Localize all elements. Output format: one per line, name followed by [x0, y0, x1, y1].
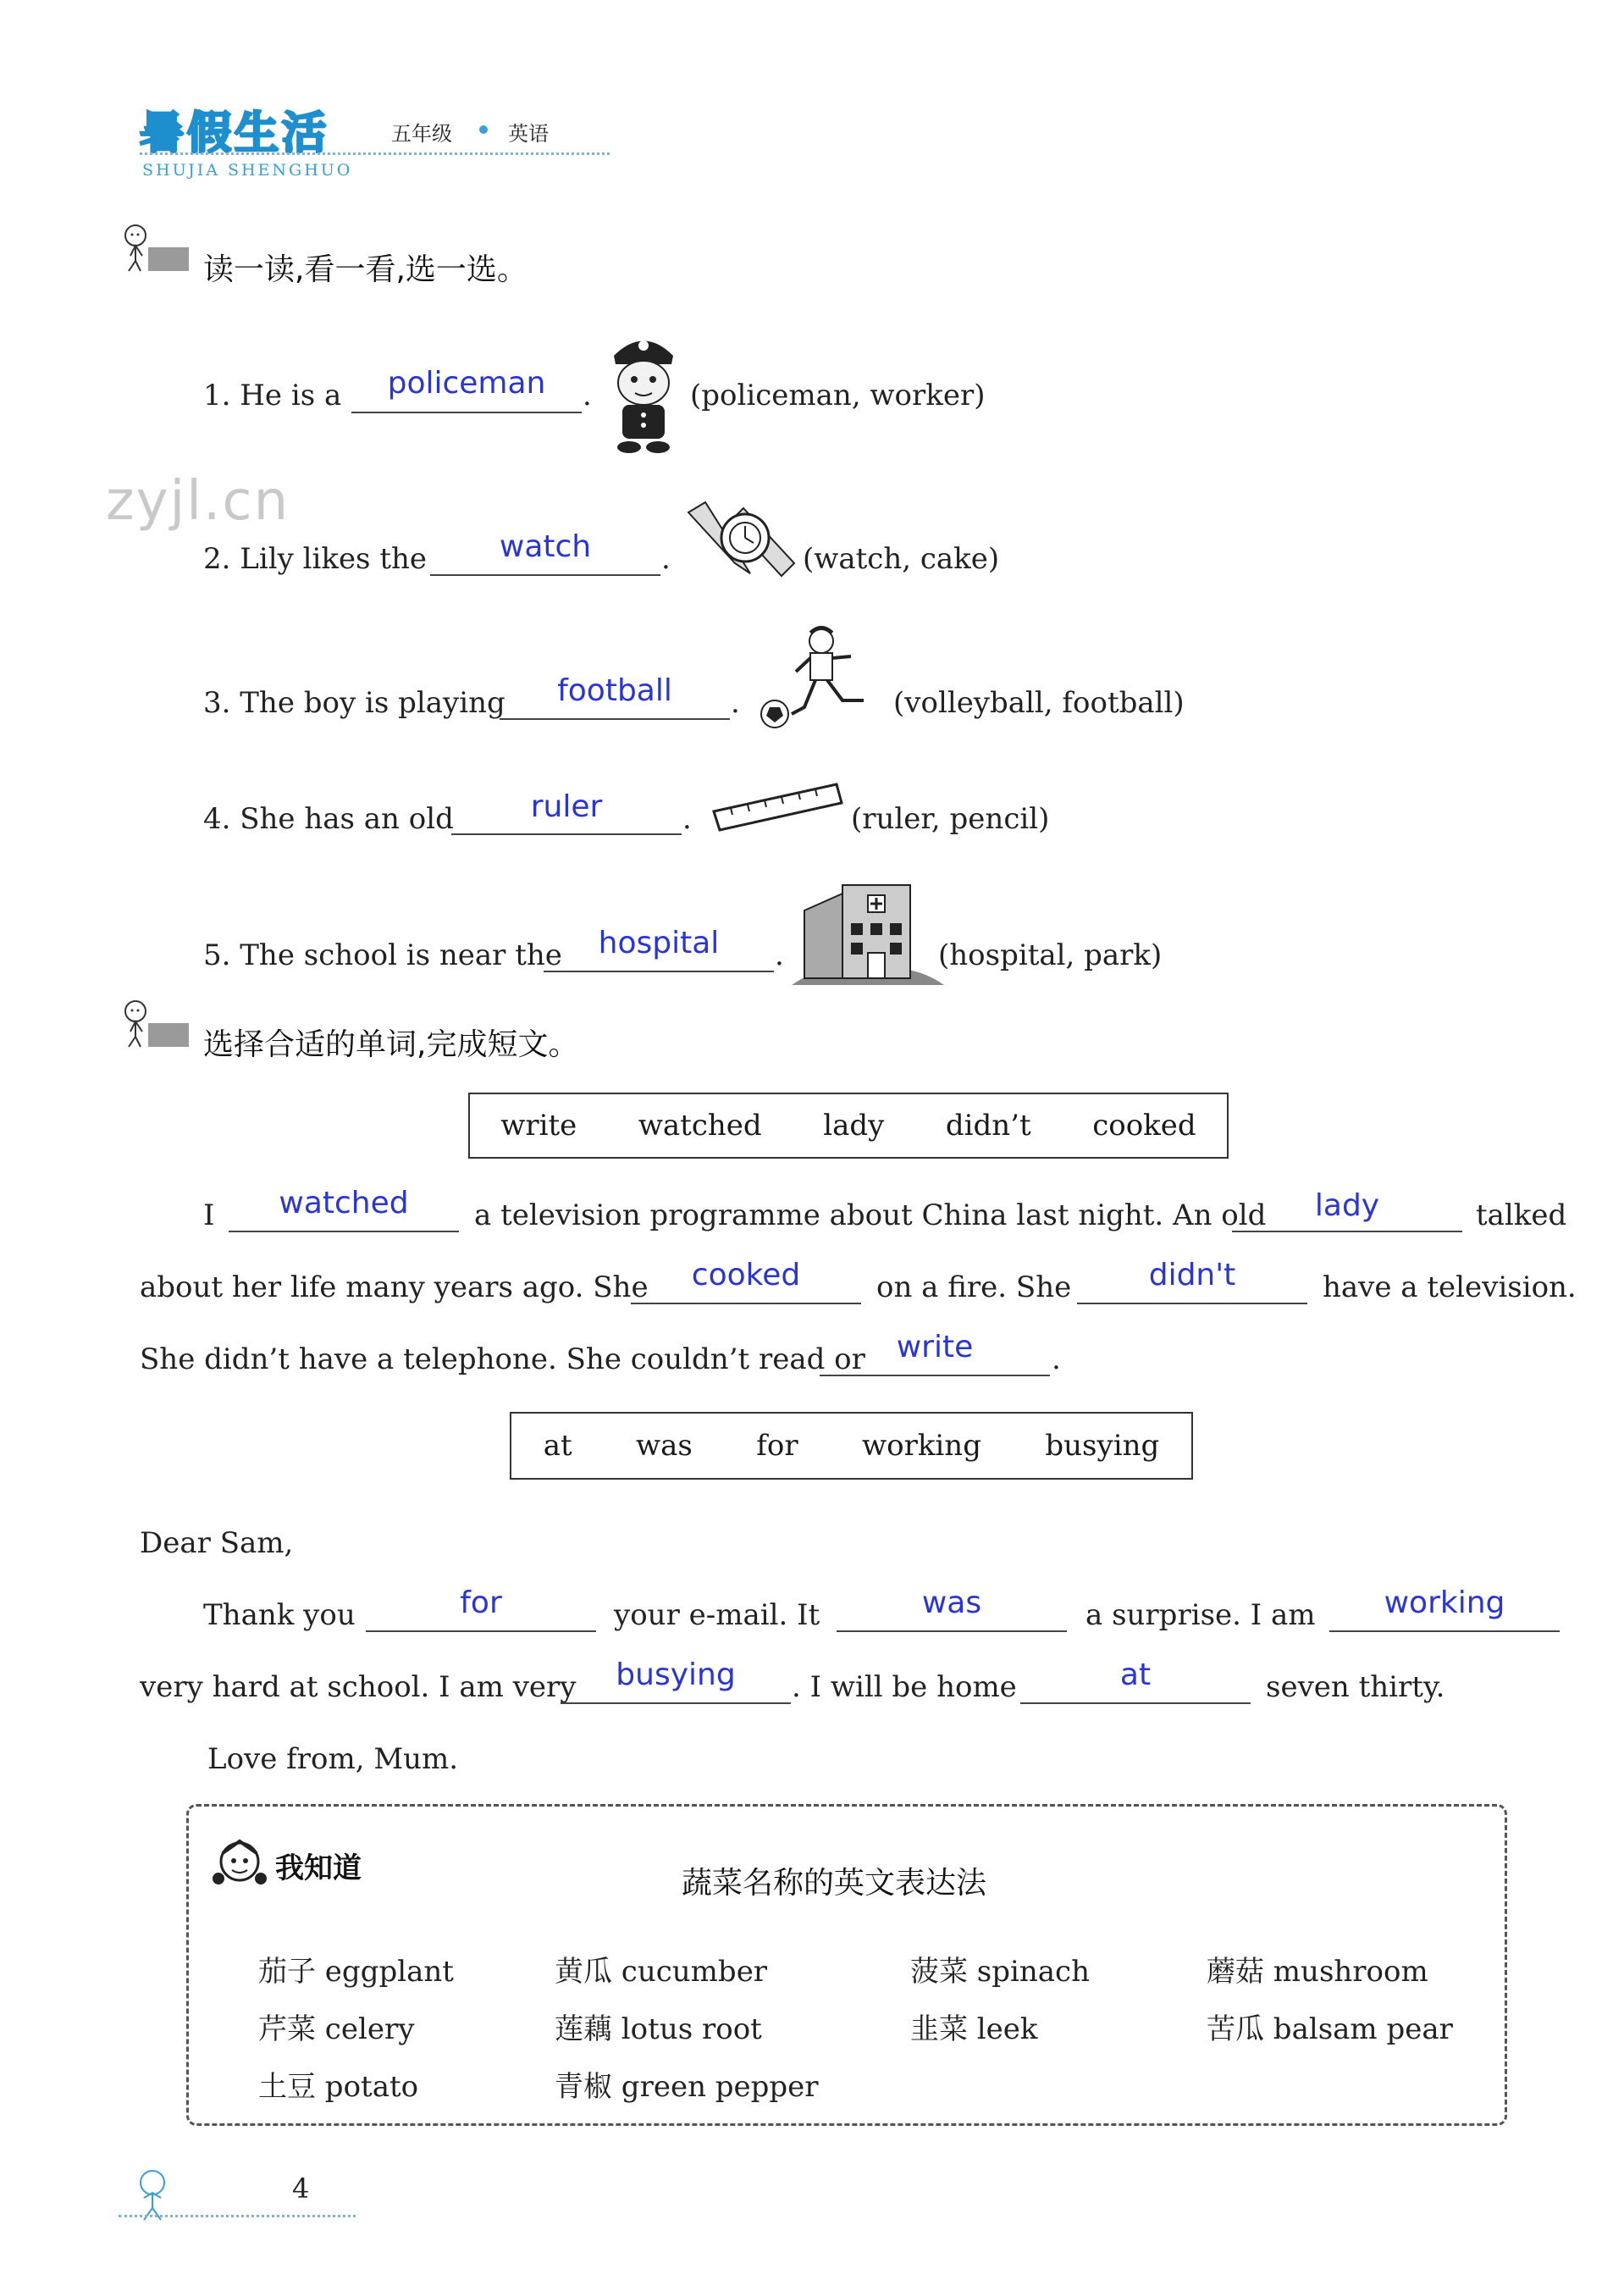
q4-options: (ruler, pencil) — [851, 802, 1050, 836]
p1-blank-2[interactable] — [1232, 1231, 1462, 1232]
word-option: was — [636, 1429, 693, 1463]
word-option: for — [756, 1429, 798, 1463]
letter-blank-4[interactable] — [561, 1702, 791, 1704]
word-box-1 — [468, 1093, 1229, 1159]
q5-blank[interactable] — [544, 971, 774, 972]
i-know-label: 我知道 — [275, 1851, 362, 1885]
letter-line2-b: . I will be home — [792, 1670, 1017, 1704]
word-option: didn’t — [945, 1109, 1031, 1143]
word-option: watched — [638, 1109, 762, 1143]
q1-answer: policeman — [387, 366, 546, 401]
word-box-2 — [510, 1412, 1193, 1480]
q1-period: . — [583, 379, 592, 412]
q1-prefix: 1. He is a — [203, 379, 342, 412]
q5-period: . — [775, 938, 784, 972]
letter-blank-2[interactable] — [837, 1630, 1067, 1632]
q5-answer: hospital — [598, 926, 720, 960]
veg-item: 芹菜 celery — [258, 2012, 415, 2046]
veg-item: 土豆 potato — [258, 2070, 419, 2104]
p1-blank-4[interactable] — [1077, 1303, 1307, 1304]
letter-answer-3: working — [1384, 1586, 1505, 1620]
p1-answer-5: write — [896, 1330, 974, 1364]
header-divider — [140, 152, 610, 155]
letter-closing: Love from, Mum. — [207, 1742, 459, 1776]
veg-item: 苦瓜 balsam pear — [1207, 2012, 1453, 2046]
p1-line2-b: on a fire. She — [876, 1270, 1072, 1304]
q1-options: (policeman, worker) — [690, 379, 986, 412]
q4-blank[interactable] — [451, 833, 682, 835]
q4-answer: ruler — [530, 789, 603, 824]
p1-answer-4: didn't — [1148, 1258, 1236, 1292]
i-know-title: 蔬菜名称的英文表达法 — [682, 1866, 987, 1901]
p1-blank-1[interactable] — [229, 1231, 459, 1232]
letter-answer-4: busying — [616, 1657, 736, 1692]
subject-label: 英语 — [508, 122, 549, 146]
grade-label: 五年级 — [391, 122, 452, 146]
policeman-icon — [597, 322, 690, 457]
q5-prefix: 5. The school is near the — [203, 938, 562, 972]
watermark: zyjl.cn — [106, 470, 290, 533]
q3-blank[interactable] — [500, 718, 730, 720]
p1-line2-a: about her life many years ago. She — [140, 1270, 649, 1304]
veg-item: 蘑菇 mushroom — [1207, 1955, 1428, 1989]
letter-line1-b: your e-mail. It — [614, 1598, 820, 1632]
football-player-icon — [758, 623, 885, 733]
q3-period: . — [731, 686, 740, 720]
word-option: busying — [1045, 1429, 1160, 1463]
p1-blank-5[interactable] — [820, 1375, 1050, 1376]
letter-blank-3[interactable] — [1329, 1630, 1560, 1632]
p1-answer-3: cooked — [691, 1258, 801, 1292]
book-logo: 暑假生活 — [140, 108, 330, 159]
letter-blank-1[interactable] — [366, 1630, 596, 1632]
book-logo-pinyin: SHUJIA SHENGHUO — [142, 161, 353, 180]
word-option: at — [543, 1429, 572, 1463]
letter-line2-c: seven thirty. — [1266, 1670, 1445, 1704]
p1-line3-a: She didn’t have a telephone. She couldn’t read or — [140, 1342, 865, 1376]
p1-line3-b: . — [1052, 1342, 1061, 1376]
letter-line2-a: very hard at school. I am very — [140, 1670, 577, 1704]
p1-line1-a: I — [203, 1198, 215, 1232]
letter-greeting: Dear Sam, — [140, 1526, 294, 1560]
veg-item: 菠菜 spinach — [910, 1955, 1091, 1989]
p1-answer-1: watched — [279, 1186, 409, 1220]
p1-line1-b: a television programme about China last night. An old — [474, 1198, 1267, 1232]
letter-answer-2: was — [921, 1586, 982, 1620]
q2-options: (watch, cake) — [803, 542, 1000, 576]
q3-options: (volleyball, football) — [893, 686, 1185, 720]
word-option: cooked — [1092, 1109, 1196, 1143]
ruler-icon — [710, 778, 845, 837]
word-option: write — [500, 1109, 577, 1143]
letter-line1-c: a surprise. I am — [1085, 1598, 1316, 1632]
section2-title: 选择合适的单词,完成短文。 — [203, 1027, 579, 1062]
letter-answer-1: for — [460, 1586, 502, 1620]
q1-blank[interactable] — [351, 412, 582, 413]
q2-period: . — [661, 542, 671, 576]
p1-line2-c: have a television. — [1323, 1270, 1577, 1304]
p1-line1-c: talked — [1476, 1198, 1567, 1232]
p1-blank-3[interactable] — [631, 1303, 861, 1304]
section-boy-icon — [110, 222, 191, 273]
veg-item: 黄瓜 cucumber — [555, 1955, 768, 1989]
section1-title: 读一读,看一看,选一选。 — [203, 252, 528, 287]
q3-prefix: 3. The boy is playing — [203, 686, 505, 720]
word-option: working — [862, 1429, 981, 1463]
cartoon-kid-icon — [210, 1838, 269, 1892]
q2-blank[interactable] — [430, 574, 660, 576]
veg-item: 茄子 eggplant — [258, 1955, 454, 1989]
footer-divider — [119, 2215, 356, 2217]
q2-prefix: 2. Lily likes the — [203, 542, 427, 576]
hospital-icon — [792, 877, 944, 987]
page-number: 4 — [292, 2172, 310, 2205]
p1-answer-2: lady — [1314, 1188, 1380, 1223]
letter-blank-5[interactable] — [1020, 1702, 1251, 1704]
veg-item: 韭菜 leek — [910, 2012, 1038, 2046]
header-dot — [479, 125, 488, 134]
section2-boy-icon — [110, 998, 191, 1049]
word-option: lady — [823, 1109, 885, 1143]
veg-item: 莲藕 lotus root — [555, 2012, 762, 2046]
q4-period: . — [682, 802, 692, 836]
veg-item: 青椒 green pepper — [555, 2070, 819, 2104]
letter-line1-a: Thank you — [203, 1598, 356, 1632]
q4-prefix: 4. She has an old — [203, 802, 454, 836]
q5-options: (hospital, park) — [938, 938, 1163, 972]
q2-answer: watch — [499, 529, 592, 564]
letter-answer-5: at — [1119, 1657, 1152, 1692]
watch-icon — [684, 495, 798, 584]
q3-answer: football — [557, 673, 672, 708]
